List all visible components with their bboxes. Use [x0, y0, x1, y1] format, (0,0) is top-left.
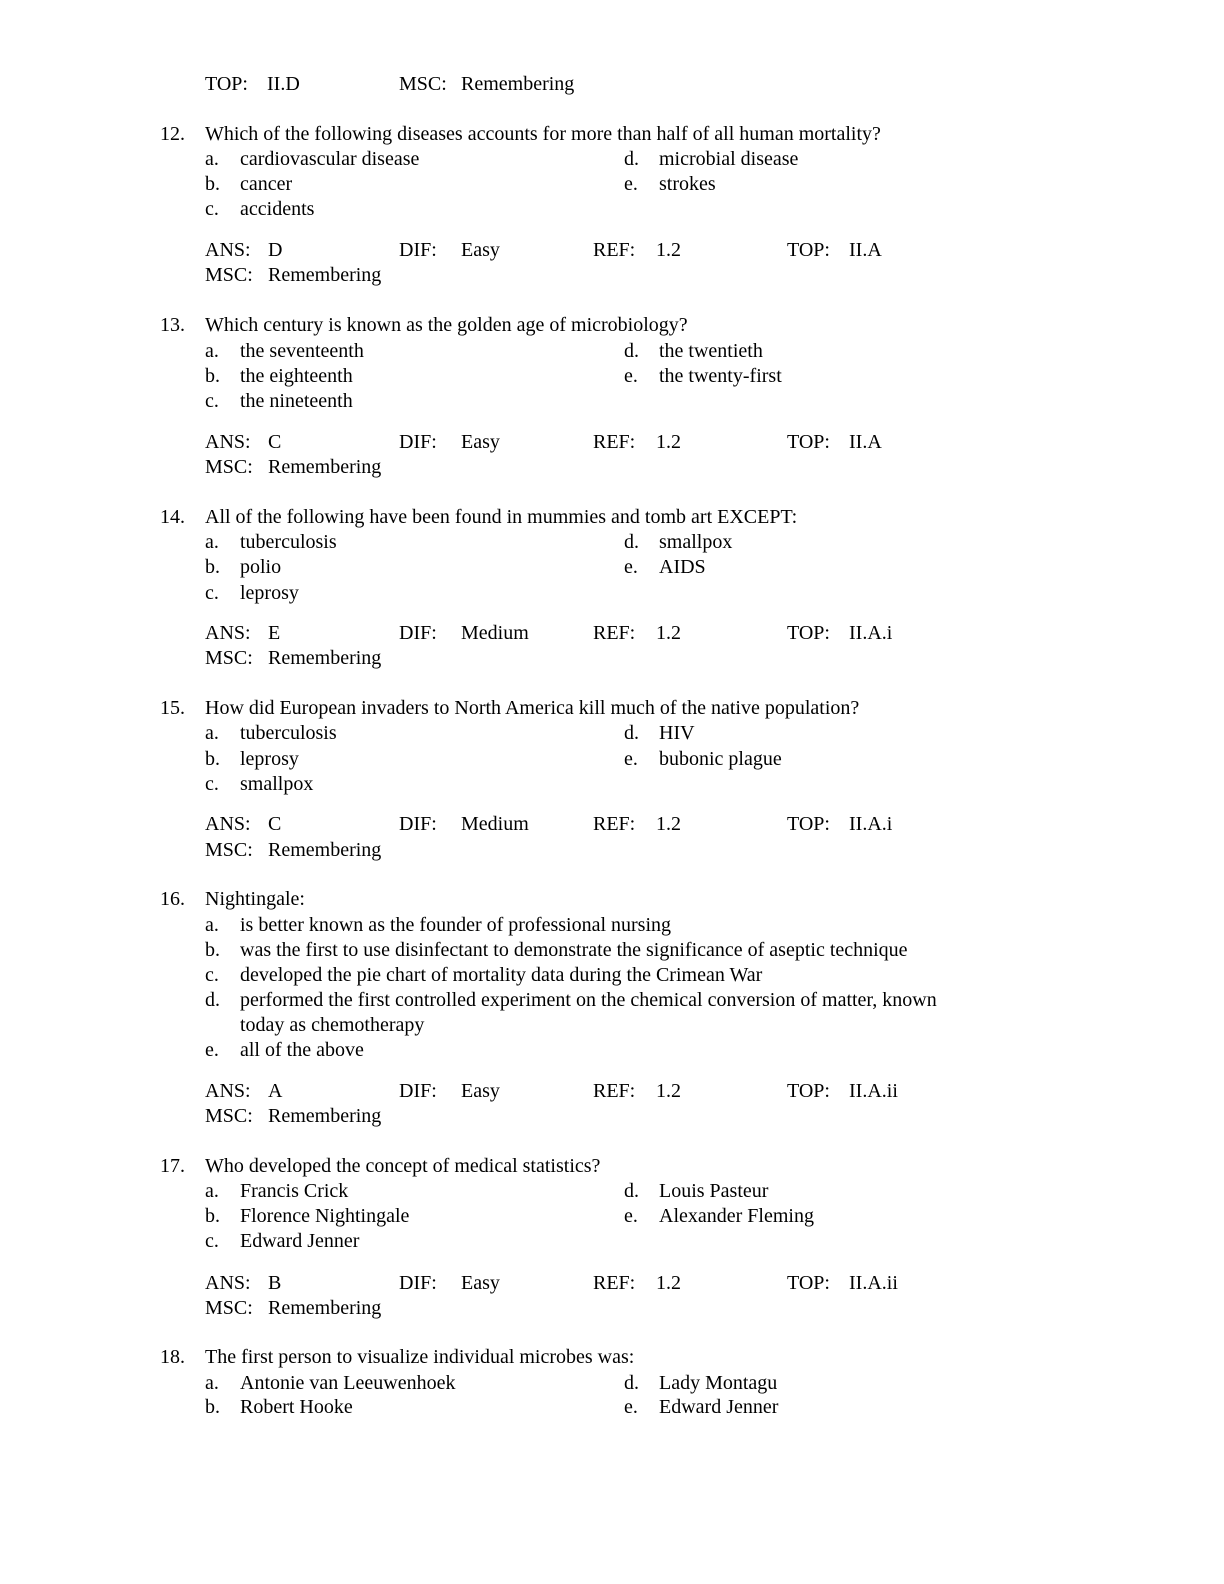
msc-value: Remembering [268, 264, 382, 286]
question-number: 13. [160, 314, 185, 336]
option-text: leprosy [240, 748, 299, 770]
question-text: All of the following have been found in mummies and tomb art EXCEPT: [205, 506, 798, 528]
option-letter: b. [205, 173, 220, 195]
header-top-value: II.D [267, 73, 300, 95]
option-letter: b. [205, 365, 220, 387]
option-text: was the first to use disinfectant to demonstrate the significance of aseptic technique [240, 939, 908, 961]
header-msc-label: MSC: [399, 73, 447, 95]
option-text: all of the above [240, 1039, 364, 1061]
option-text: the twenty-first [659, 365, 782, 387]
option-letter: b. [205, 1396, 220, 1418]
option-text: HIV [659, 722, 695, 744]
ref-value: 1.2 [656, 622, 681, 644]
ref-value: 1.2 [656, 239, 681, 261]
dif-value: Medium [461, 813, 529, 835]
option-text: strokes [659, 173, 716, 195]
option-text: Robert Hooke [240, 1396, 353, 1418]
option-letter: b. [205, 1205, 220, 1227]
question-13 [0, 313, 1224, 478]
ref-label: REF: [593, 813, 636, 835]
answer-meta [205, 238, 1005, 262]
option-letter: b. [205, 939, 220, 961]
option-letter: a. [205, 148, 219, 170]
ref-label: REF: [593, 431, 636, 453]
msc-label: MSC: [205, 839, 253, 861]
option-text: smallpox [659, 531, 733, 553]
question-text: Who developed the concept of medical statistics? [205, 1155, 601, 1177]
question-text: Nightingale: [205, 888, 305, 910]
msc-label: MSC: [205, 647, 253, 669]
option-text: the seventeenth [240, 340, 364, 362]
ans-value: E [268, 622, 281, 644]
option-text: AIDS [659, 556, 706, 578]
option-letter: a. [205, 1180, 219, 1202]
ans-value: C [268, 431, 282, 453]
option-text: today as chemotherapy [240, 1014, 425, 1036]
dif-label: DIF: [399, 239, 437, 261]
top-label: TOP: [787, 622, 830, 644]
option-letter: e. [624, 1396, 638, 1418]
option-letter: a. [205, 1372, 219, 1394]
option-letter: d. [205, 989, 220, 1011]
ans-label: ANS: [205, 431, 251, 453]
option-letter: c. [205, 582, 219, 604]
ans-label: ANS: [205, 622, 251, 644]
question-16 [0, 887, 1224, 1127]
option-letter: e. [624, 556, 638, 578]
ref-label: REF: [593, 622, 636, 644]
option-letter: c. [205, 198, 219, 220]
msc-value: Remembering [268, 1297, 382, 1319]
top-label: TOP: [787, 239, 830, 261]
ans-label: ANS: [205, 1080, 251, 1102]
option-text: Francis Crick [240, 1180, 349, 1202]
question-text: How did European invaders to North America kill much of the native population? [205, 697, 860, 719]
question-text: Which century is known as the golden age of microbiology? [205, 314, 688, 336]
msc-value: Remembering [268, 839, 382, 861]
option-text: Louis Pasteur [659, 1180, 769, 1202]
top-value: II.A.i [849, 622, 893, 644]
option-letter: a. [205, 722, 219, 744]
option-text: developed the pie chart of mortality data during the Crimean War [240, 964, 763, 986]
ans-value: C [268, 813, 282, 835]
option-text: Edward Jenner [240, 1230, 360, 1252]
option-letter: d. [624, 1372, 639, 1394]
ans-label: ANS: [205, 239, 251, 261]
option-letter: a. [205, 914, 219, 936]
option-letter: d. [624, 148, 639, 170]
option-text: Lady Montagu [659, 1372, 778, 1394]
option-letter: e. [205, 1039, 219, 1061]
option-text: the twentieth [659, 340, 763, 362]
option-text: bubonic plague [659, 748, 782, 770]
question-text: Which of the following diseases accounts for more than half of all human mortality? [205, 123, 881, 145]
msc-value: Remembering [268, 1105, 382, 1127]
option-letter: b. [205, 748, 220, 770]
option-letter: c. [205, 773, 219, 795]
option-text: accidents [240, 198, 315, 220]
ref-value: 1.2 [656, 813, 681, 835]
question-number: 16. [160, 888, 185, 910]
top-value: II.A.i [849, 813, 893, 835]
question-number: 15. [160, 697, 185, 719]
answer-meta [205, 621, 1005, 645]
question-number: 17. [160, 1155, 185, 1177]
option-letter: d. [624, 1180, 639, 1202]
ans-value: B [268, 1272, 282, 1294]
option-text: cardiovascular disease [240, 148, 420, 170]
option-letter: c. [205, 1230, 219, 1252]
msc-label: MSC: [205, 264, 253, 286]
question-text: The first person to visualize individual microbes was: [205, 1346, 635, 1368]
option-text: tuberculosis [240, 722, 337, 744]
option-letter: a. [205, 340, 219, 362]
question-18 [0, 1345, 1224, 1418]
top-value: II.A [849, 239, 882, 261]
option-text: Antonie van Leeuwenhoek [240, 1372, 456, 1394]
dif-value: Medium [461, 622, 529, 644]
dif-label: DIF: [399, 1080, 437, 1102]
answer-meta [205, 1271, 1005, 1295]
msc-label: MSC: [205, 1105, 253, 1127]
ans-value: D [268, 239, 283, 261]
option-text: the eighteenth [240, 365, 353, 387]
ans-value: A [268, 1080, 283, 1102]
option-letter: e. [624, 365, 638, 387]
ref-label: REF: [593, 1272, 636, 1294]
dif-value: Easy [461, 431, 500, 453]
question-number: 18. [160, 1346, 185, 1368]
dif-label: DIF: [399, 431, 437, 453]
answer-meta [205, 812, 1005, 836]
answer-meta [205, 430, 1005, 454]
msc-value: Remembering [268, 647, 382, 669]
top-value: II.A.ii [849, 1080, 898, 1102]
header-top-label: TOP: [205, 73, 248, 95]
option-text: Alexander Fleming [659, 1205, 814, 1227]
ref-value: 1.2 [656, 431, 681, 453]
question-number: 14. [160, 506, 185, 528]
option-letter: c. [205, 390, 219, 412]
option-letter: e. [624, 173, 638, 195]
dif-label: DIF: [399, 813, 437, 835]
option-text: microbial disease [659, 148, 799, 170]
msc-value: Remembering [268, 456, 382, 478]
ans-label: ANS: [205, 1272, 251, 1294]
dif-label: DIF: [399, 622, 437, 644]
ref-label: REF: [593, 239, 636, 261]
option-text: performed the first controlled experiment on the chemical conversion of matter, known [240, 989, 937, 1011]
msc-label: MSC: [205, 1297, 253, 1319]
ref-value: 1.2 [656, 1272, 681, 1294]
question-12 [0, 122, 1224, 286]
dif-label: DIF: [399, 1272, 437, 1294]
dif-value: Easy [461, 1080, 500, 1102]
option-letter: d. [624, 531, 639, 553]
top-value: II.A [849, 431, 882, 453]
dif-value: Easy [461, 1272, 500, 1294]
option-text: the nineteenth [240, 390, 353, 412]
option-text: smallpox [240, 773, 314, 795]
top-value: II.A.ii [849, 1272, 898, 1294]
top-label: TOP: [787, 813, 830, 835]
option-letter: d. [624, 722, 639, 744]
option-letter: b. [205, 556, 220, 578]
option-letter: c. [205, 964, 219, 986]
top-label: TOP: [787, 1080, 830, 1102]
ans-label: ANS: [205, 813, 251, 835]
dif-value: Easy [461, 239, 500, 261]
option-text: leprosy [240, 582, 299, 604]
option-text: tuberculosis [240, 531, 337, 553]
question-15 [0, 696, 1224, 861]
option-letter: d. [624, 340, 639, 362]
option-text: Florence Nightingale [240, 1205, 410, 1227]
option-letter: e. [624, 748, 638, 770]
option-text: Edward Jenner [659, 1396, 779, 1418]
question-17 [0, 1154, 1224, 1319]
ref-value: 1.2 [656, 1080, 681, 1102]
ref-label: REF: [593, 1080, 636, 1102]
option-text: is better known as the founder of professional nursing [240, 914, 672, 936]
option-letter: e. [624, 1205, 638, 1227]
header-msc-value: Remembering [461, 73, 575, 95]
option-text: cancer [240, 173, 293, 195]
msc-label: MSC: [205, 456, 253, 478]
question-14 [0, 505, 1224, 669]
answer-meta [205, 1079, 1005, 1103]
option-text: polio [240, 556, 282, 578]
top-label: TOP: [787, 431, 830, 453]
option-letter: a. [205, 531, 219, 553]
question-number: 12. [160, 123, 185, 145]
top-label: TOP: [787, 1272, 830, 1294]
